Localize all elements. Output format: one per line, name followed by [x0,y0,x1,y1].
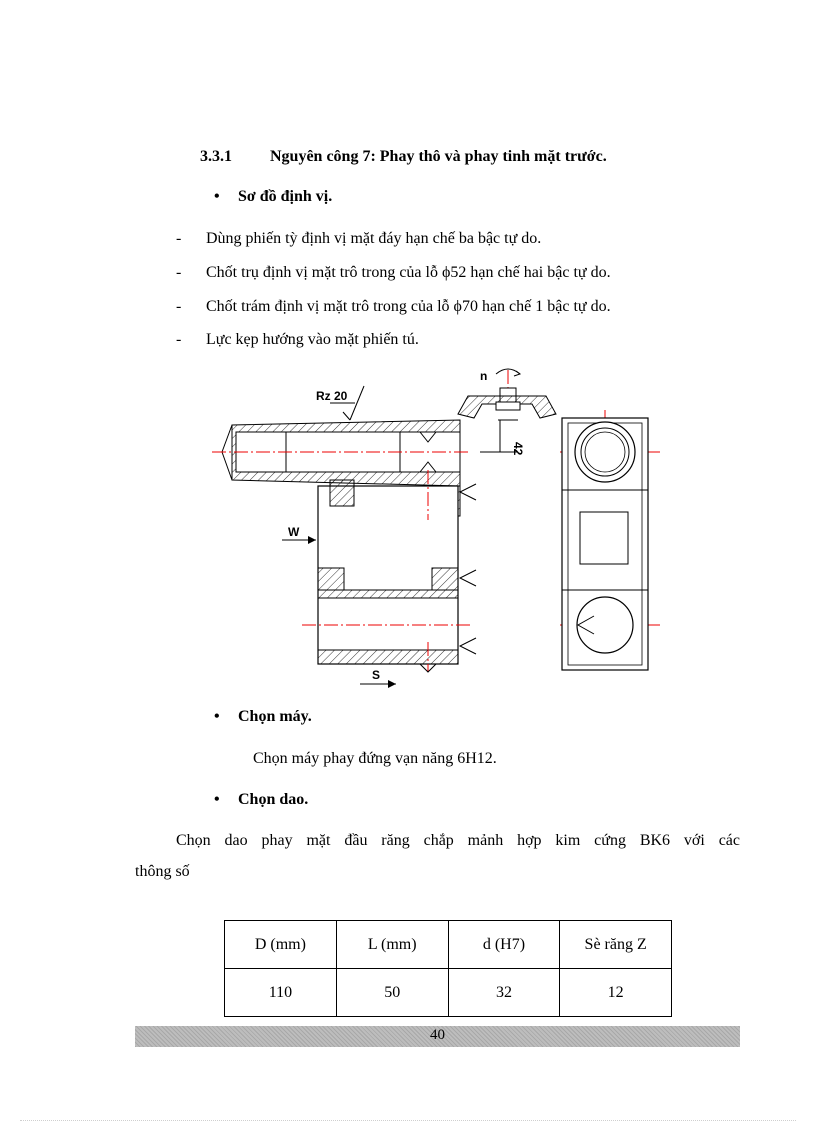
spindle-label: n [480,369,488,383]
table-header-cell: Sè răng Z [560,921,672,969]
dimension-label: 42 [511,442,525,456]
list-item-text: Lực kẹp hướng vào mặt phiến tú. [206,331,419,348]
section-heading [200,148,607,166]
locating-bullet-label: Sơ đồ định vị. [238,188,333,205]
bullet-icon: • [214,188,220,205]
section-title: Nguyên công 7: Phay thô và phay tinh mặt trước. [270,148,607,165]
table-cell: 32 [448,969,560,1017]
tool-spec-table [224,920,672,1017]
feed-label: S [372,668,381,682]
locating-bullet [214,188,332,206]
list-item: - Dùng phiến tỳ định vị mặt đáy hạn chế ba bậc tự do. [176,230,542,247]
table-row [225,969,672,1017]
bullet-icon: • [214,708,220,725]
list-item-text: Chốt trám định vị mặt trô trong của lỗ ϕ70 hạn chế 1 bậc tự do. [206,298,611,315]
tool-bullet-label: Chọn dao. [238,791,309,808]
machine-text: Chọn máy phay đứng vạn năng 6H12. [253,750,497,767]
tool-text-line1: Chọn dao phay mặt đầu răng chắp mảnh hợp kim cứng BK6 với các [176,832,740,849]
tool-text-line2: thông số [135,863,190,880]
bullet-icon: • [214,791,220,808]
workpiece-arm [222,420,460,486]
clamp-label: W [288,525,300,539]
table-cell: 110 [225,969,337,1017]
tool-bullet [214,791,308,809]
list-item: - Lực kẹp hướng vào mặt phiến tú. [176,331,419,348]
section-number: 3.3.1 [200,148,232,165]
locating-diagram [200,360,680,690]
roughness-label: Rz 20 [316,389,348,403]
table-cell: 50 [336,969,448,1017]
page-number: 40 [430,1027,445,1043]
machine-bullet-label: Chọn máy. [238,708,312,725]
list-item-text: Dùng phiến tỳ định vị mặt đáy hạn chế ba bậc tự do. [206,230,542,247]
list-item-text: Chốt trụ định vị mặt trô trong của lỗ ϕ52 hạn chế hai bậc tự do. [206,264,611,281]
table-header-cell: d (H7) [448,921,560,969]
machine-bullet [214,708,312,726]
workpiece-body [318,480,458,664]
list-item: - Chốt trụ định vị mặt trô trong của lỗ ϕ52 hạn chế hai bậc tự do. [176,264,611,281]
table-header-row [225,921,672,969]
page-bottom-rule [20,1120,796,1121]
milling-cutter [458,369,556,418]
list-item: - Chốt trám định vị mặt trô trong của lỗ ϕ70 hạn chế 1 bậc tự do. [176,298,611,315]
table-header-cell: L (mm) [336,921,448,969]
table-header-cell: D (mm) [225,921,337,969]
side-view [562,418,648,670]
table-cell: 12 [560,969,672,1017]
